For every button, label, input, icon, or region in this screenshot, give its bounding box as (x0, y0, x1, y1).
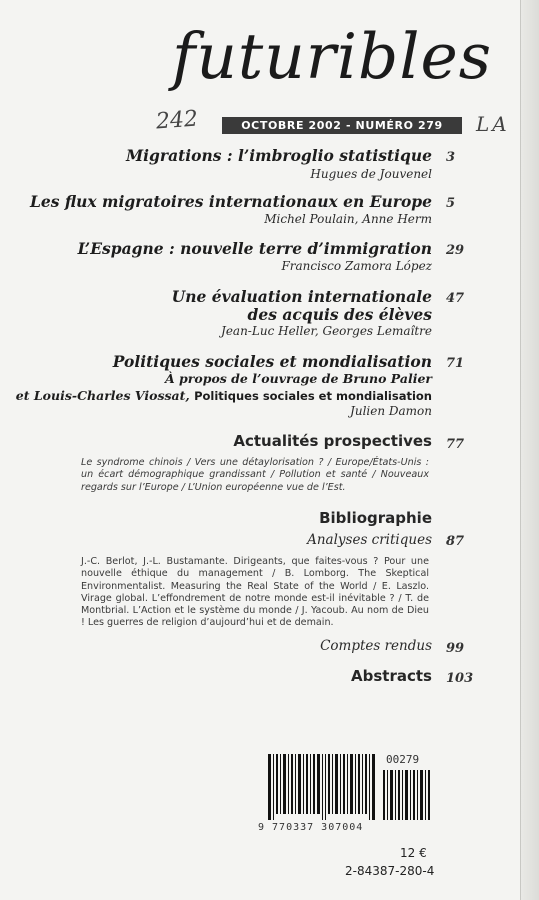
price: 12 € (400, 846, 427, 860)
section-page: 103 (446, 671, 474, 686)
article-page: 29 (446, 243, 465, 258)
article-title: Politiques sociales et mondialisation (112, 352, 432, 371)
section-heading-actualites: Actualités prospectives (233, 432, 432, 450)
article-page: 3 (446, 150, 456, 165)
section-heading-bibliographie: Bibliographie (319, 509, 432, 527)
article-title-line-2: des acquis des élèves (247, 305, 432, 324)
article-subtitle-line-2 (16, 388, 432, 404)
isbn: 2-84387-280-4 (345, 864, 435, 878)
magazine-title: futuribles (172, 20, 493, 93)
article-subtitle-book: Politiques sociales et mondialisation (194, 389, 432, 403)
issue-banner: OCTOBRE 2002 - NUMÉRO 279 (222, 117, 462, 134)
article-author: Jean-Luc Heller, Georges Lemaître (221, 324, 432, 338)
barcode-addon-digits: 00279 (386, 753, 420, 766)
article-subtitle-line-1: À propos de l’ouvrage de Bruno Palier (164, 371, 432, 386)
barcode-main-digits: 9 770337 307004 (258, 822, 364, 833)
article-title-line-1: Une évaluation internationale (171, 287, 432, 306)
article-title: L’Espagne : nouvelle terre d’immigration (77, 239, 432, 258)
article-author: Hugues de Jouvenel (310, 167, 432, 181)
actualites-summary: Le syndrome chinois / Vers une détaylorisation ? / Europe/États-Unis : un écart démographique grandissant / Pollution et santé / Nouveaux regards sur l’Europe / L’Union européenne vue de l’Est. (81, 457, 429, 493)
article-author: Michel Poulain, Anne Herm (264, 212, 432, 226)
article-subtitle-authors: et Louis-Charles Viossat, (15, 388, 195, 403)
article-page: 5 (446, 196, 456, 211)
section-page: 99 (446, 641, 465, 656)
article-title: Migrations : l’imbroglio statistique (126, 146, 432, 165)
analyses-critiques-label: Analyses critiques (307, 532, 432, 548)
comptes-rendus-label: Comptes rendus (320, 638, 432, 654)
article-title: Les flux migratoires internationaux en Europe (29, 192, 432, 211)
article-author: Julien Damon (350, 404, 432, 418)
analyses-critiques-summary: J.-C. Berlot, J.-L. Bustamante. Dirigeants, que faites-vous ? Pour une nouvelle éthique du management / B. Lomborg. The Skeptical Environmentalist. Measuring the Real State of the World / E. Laszlo. Virage global. L’effondrement de notre monde est-il inévitable ? / T. de Montbrial. L’Action et le système du monde / J. Yacoub. Au nom de Dieu ! Les guerres de religion d’aujourd’hui et de demain. (81, 556, 429, 629)
article-page: 71 (446, 356, 465, 371)
handwritten-note-left: 242 (155, 106, 199, 135)
page-edge (520, 0, 539, 900)
section-page: 87 (446, 534, 465, 549)
article-author: Francisco Zamora López (281, 259, 432, 273)
section-heading-abstracts: Abstracts (351, 667, 432, 685)
handwritten-note-right: LA (476, 112, 510, 136)
section-page: 77 (446, 437, 465, 452)
article-page: 47 (446, 291, 465, 306)
